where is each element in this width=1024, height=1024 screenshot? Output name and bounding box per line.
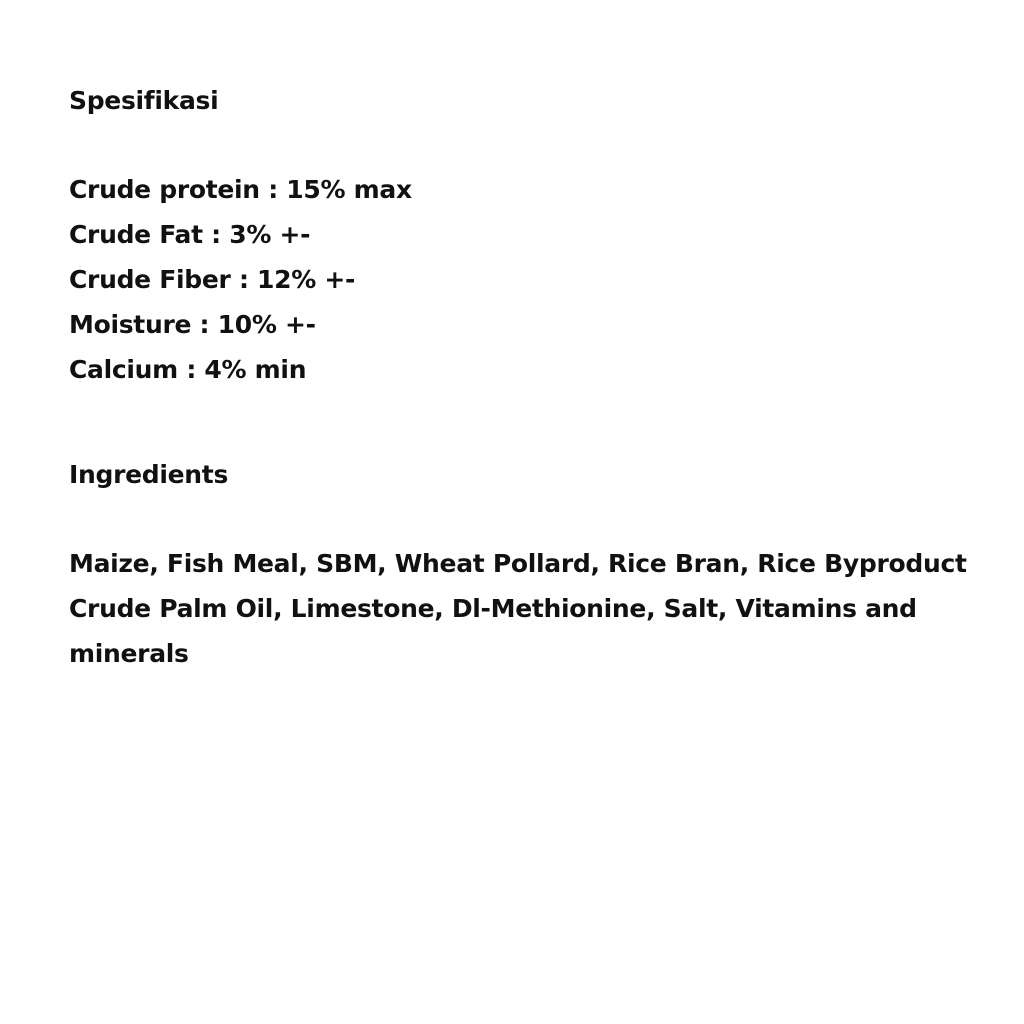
ingredients-line: minerals <box>69 639 189 668</box>
spec-item-crude-protein: Crude protein : 15% max <box>69 175 412 204</box>
ingredients-line: Crude Palm Oil, Limestone, Dl-Methionine, Salt, Vitamins and <box>69 594 917 623</box>
spec-item-crude-fiber: Crude Fiber : 12% +- <box>69 265 356 294</box>
spec-item-calcium: Calcium : 4% min <box>69 355 307 384</box>
specifications-list <box>69 167 969 392</box>
ingredients-line: Maize, Fish Meal, SBM, Wheat Pollard, Rice Bran, Rice Byproduct <box>69 549 967 578</box>
spec-item-moisture: Moisture : 10% +- <box>69 310 316 339</box>
document-content <box>69 78 969 676</box>
specifications-heading: Spesifikasi <box>69 86 219 115</box>
spec-item-crude-fat: Crude Fat : 3% +- <box>69 220 311 249</box>
ingredients-text <box>69 541 967 676</box>
ingredients-heading: Ingredients <box>69 460 229 489</box>
